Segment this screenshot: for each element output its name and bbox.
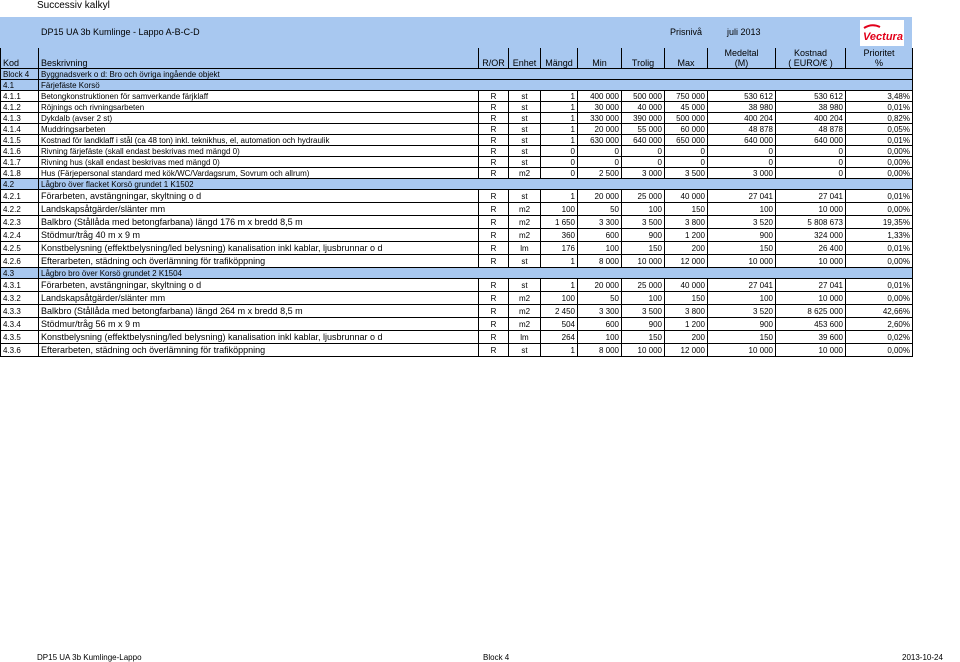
row-quantity: 1 (541, 113, 578, 124)
row-code: 4.2.2 (1, 203, 39, 216)
row-ror: R (479, 331, 509, 344)
row-priority: 0,01% (846, 279, 913, 292)
row-mean: 900 (708, 318, 776, 331)
row-mean: 27 041 (708, 279, 776, 292)
table-row (1, 124, 913, 135)
row-quantity: 0 (541, 157, 578, 168)
row-mean: 38 980 (708, 102, 776, 113)
row-code: 4.3.6 (1, 344, 39, 357)
section-code: 4.1 (1, 80, 39, 91)
footer-project: DP15 UA 3b Kumlinge-Lappo (37, 653, 142, 662)
row-description: Landskapsåtgärder/slänter mm (39, 292, 479, 305)
row-unit: st (509, 157, 541, 168)
row-cost: 48 878 (776, 124, 846, 135)
row-cost: 453 600 (776, 318, 846, 331)
row-priority: 1,33% (846, 229, 913, 242)
row-description: Stödmur/tråg 40 m x 9 m (39, 229, 479, 242)
row-max: 750 000 (665, 91, 708, 102)
table-row (1, 305, 913, 318)
table-row (1, 255, 913, 268)
row-code: 4.1.7 (1, 157, 39, 168)
row-ror: R (479, 113, 509, 124)
row-max: 45 000 (665, 102, 708, 113)
row-code: 4.1.6 (1, 146, 39, 157)
row-likely: 3 500 (622, 305, 665, 318)
row-mean: 0 (708, 157, 776, 168)
row-code: 4.3.3 (1, 305, 39, 318)
row-description: Förarbeten, avstängningar, skyltning o d (39, 190, 479, 203)
row-likely: 25 000 (622, 279, 665, 292)
row-ror: R (479, 157, 509, 168)
row-mean: 27 041 (708, 190, 776, 203)
row-code: 4.1.2 (1, 102, 39, 113)
row-min: 0 (578, 157, 622, 168)
row-min: 8 000 (578, 344, 622, 357)
project-name: DP15 UA 3b Kumlinge - Lappo A-B-C-D (41, 27, 200, 37)
row-min: 0 (578, 146, 622, 157)
table-row (1, 190, 913, 203)
row-description: Röjnings och rivningsarbeten (39, 102, 479, 113)
row-priority: 19,35% (846, 216, 913, 229)
row-cost: 10 000 (776, 255, 846, 268)
row-unit: st (509, 255, 541, 268)
row-priority: 2,60% (846, 318, 913, 331)
row-min: 3 300 (578, 305, 622, 318)
row-likely: 3 000 (622, 168, 665, 179)
row-code: 4.2.4 (1, 229, 39, 242)
row-likely: 100 (622, 292, 665, 305)
cost-table (0, 48, 913, 357)
row-quantity: 1 (541, 190, 578, 203)
col-kostnad-unit: ( EURO/€ ) (776, 58, 846, 69)
row-mean: 640 000 (708, 135, 776, 146)
row-mean: 530 612 (708, 91, 776, 102)
row-quantity: 0 (541, 146, 578, 157)
row-ror: R (479, 124, 509, 135)
row-min: 3 300 (578, 216, 622, 229)
row-mean: 3 520 (708, 216, 776, 229)
row-likely: 500 000 (622, 91, 665, 102)
row-quantity: 264 (541, 331, 578, 344)
section-row (1, 179, 913, 190)
row-min: 8 000 (578, 255, 622, 268)
row-min: 50 (578, 203, 622, 216)
block-row (1, 69, 913, 80)
row-priority: 0,00% (846, 255, 913, 268)
row-priority: 0,00% (846, 168, 913, 179)
row-max: 200 (665, 331, 708, 344)
row-unit: lm (509, 331, 541, 344)
row-likely: 640 000 (622, 135, 665, 146)
row-ror: R (479, 146, 509, 157)
table-row (1, 157, 913, 168)
row-cost: 10 000 (776, 344, 846, 357)
table-row (1, 168, 913, 179)
row-cost: 640 000 (776, 135, 846, 146)
row-min: 600 (578, 229, 622, 242)
col-prioritet-unit: % (846, 58, 913, 69)
row-ror: R (479, 203, 509, 216)
row-cost: 27 041 (776, 190, 846, 203)
row-cost: 324 000 (776, 229, 846, 242)
block-code: Block 4 (1, 69, 39, 80)
row-cost: 8 625 000 (776, 305, 846, 318)
row-quantity: 504 (541, 318, 578, 331)
row-priority: 0,82% (846, 113, 913, 124)
table-row (1, 216, 913, 229)
row-cost: 0 (776, 168, 846, 179)
row-unit: m2 (509, 318, 541, 331)
row-mean: 3 000 (708, 168, 776, 179)
row-max: 500 000 (665, 113, 708, 124)
row-max: 3 800 (665, 216, 708, 229)
row-description: Dykdalb (avser 2 st) (39, 113, 479, 124)
row-mean: 150 (708, 242, 776, 255)
row-ror: R (479, 91, 509, 102)
row-min: 630 000 (578, 135, 622, 146)
row-unit: m2 (509, 168, 541, 179)
row-priority: 0,00% (846, 292, 913, 305)
row-quantity: 1 (541, 124, 578, 135)
row-cost: 26 400 (776, 242, 846, 255)
row-quantity: 176 (541, 242, 578, 255)
row-unit: st (509, 146, 541, 157)
row-mean: 100 (708, 292, 776, 305)
logo-text: Vectura (863, 31, 903, 43)
row-ror: R (479, 229, 509, 242)
footer-block: Block 4 (483, 653, 510, 662)
row-mean: 900 (708, 229, 776, 242)
row-ror: R (479, 242, 509, 255)
row-cost: 39 600 (776, 331, 846, 344)
col-beskrivning: Beskrivning (39, 58, 479, 69)
row-max: 1 200 (665, 318, 708, 331)
row-description: Balkbro (Stållåda med betongfarbana) längd 176 m x bredd 8,5 m (39, 216, 479, 229)
row-cost: 5 808 673 (776, 216, 846, 229)
row-unit: m2 (509, 229, 541, 242)
price-level-label: Prisnivå (670, 27, 703, 37)
row-mean: 150 (708, 331, 776, 344)
row-unit: m2 (509, 292, 541, 305)
row-code: 4.3.2 (1, 292, 39, 305)
row-quantity: 1 (541, 91, 578, 102)
row-priority: 0,00% (846, 344, 913, 357)
row-unit: st (509, 102, 541, 113)
row-code: 4.3.4 (1, 318, 39, 331)
table-row (1, 344, 913, 357)
row-min: 30 000 (578, 102, 622, 113)
block-title: Byggnadsverk o d: Bro och övriga ingående objekt (39, 69, 913, 80)
row-ror: R (479, 168, 509, 179)
row-ror: R (479, 305, 509, 318)
row-description: Balkbro (Stållåda med betongfarbana) längd 264 m x bredd 8,5 m (39, 305, 479, 318)
row-quantity: 1 (541, 344, 578, 357)
table-row (1, 318, 913, 331)
row-mean: 48 878 (708, 124, 776, 135)
row-quantity: 100 (541, 292, 578, 305)
section-title: Lågbro över flacket Korsö grundet 1 K1502 (39, 179, 913, 190)
row-quantity: 0 (541, 168, 578, 179)
table-row (1, 113, 913, 124)
row-priority: 0,00% (846, 157, 913, 168)
row-description: Efterarbeten, städning och överlämning för trafiköppning (39, 255, 479, 268)
row-priority: 0,02% (846, 331, 913, 344)
row-min: 100 (578, 242, 622, 255)
row-priority: 0,01% (846, 102, 913, 113)
row-mean: 10 000 (708, 344, 776, 357)
col-mangd: Mängd (541, 58, 578, 69)
row-quantity: 1 (541, 279, 578, 292)
row-priority: 0,05% (846, 124, 913, 135)
table-row (1, 229, 913, 242)
table-row (1, 242, 913, 255)
row-likely: 55 000 (622, 124, 665, 135)
section-title: Färjefäste Korsö (39, 80, 913, 91)
row-likely: 390 000 (622, 113, 665, 124)
section-code: 4.2 (1, 179, 39, 190)
column-header-row-2 (1, 58, 913, 69)
row-ror: R (479, 135, 509, 146)
row-cost: 10 000 (776, 203, 846, 216)
row-code: 4.1.4 (1, 124, 39, 135)
row-quantity: 360 (541, 229, 578, 242)
table-row (1, 91, 913, 102)
row-max: 12 000 (665, 255, 708, 268)
row-priority: 0,00% (846, 146, 913, 157)
row-min: 2 500 (578, 168, 622, 179)
row-cost: 530 612 (776, 91, 846, 102)
row-priority: 3,48% (846, 91, 913, 102)
row-code: 4.1.5 (1, 135, 39, 146)
table-row (1, 279, 913, 292)
row-min: 600 (578, 318, 622, 331)
row-code: 4.1.8 (1, 168, 39, 179)
row-unit: st (509, 135, 541, 146)
row-unit: st (509, 190, 541, 203)
row-likely: 0 (622, 157, 665, 168)
header-bar (0, 17, 912, 49)
row-mean: 3 520 (708, 305, 776, 318)
col-enhet: Enhet (509, 58, 541, 69)
row-likely: 100 (622, 203, 665, 216)
row-unit: st (509, 344, 541, 357)
row-likely: 40 000 (622, 102, 665, 113)
row-unit: m2 (509, 216, 541, 229)
row-description: Muddringsarbeten (39, 124, 479, 135)
column-header-row-1 (1, 48, 913, 58)
row-cost: 10 000 (776, 292, 846, 305)
row-max: 650 000 (665, 135, 708, 146)
row-priority: 0,00% (846, 203, 913, 216)
row-description: Kostnad för landklaff i stål (ca 48 ton) inkl. teknikhus, el, automation och hydraulik (39, 135, 479, 146)
row-max: 40 000 (665, 279, 708, 292)
row-quantity: 1 (541, 135, 578, 146)
col-medeltal: Medeltal (708, 48, 776, 58)
col-medeltal-unit: (M) (708, 58, 776, 69)
row-max: 3 500 (665, 168, 708, 179)
section-title: Lågbro bro över Korsö grundet 2 K1504 (39, 268, 913, 279)
row-max: 60 000 (665, 124, 708, 135)
row-max: 150 (665, 292, 708, 305)
row-description: Konstbelysning (effektbelysning/led belysning) kanalisation inkl kablar, ljusbrunnar o d (39, 331, 479, 344)
row-ror: R (479, 255, 509, 268)
row-likely: 25 000 (622, 190, 665, 203)
footer-date: 2013-10-24 (902, 653, 943, 662)
col-ror: R/OR (479, 58, 509, 69)
row-max: 12 000 (665, 344, 708, 357)
section-row (1, 268, 913, 279)
row-mean: 10 000 (708, 255, 776, 268)
row-min: 400 000 (578, 91, 622, 102)
table-row (1, 102, 913, 113)
row-description: Konstbelysning (effektbelysning/led belysning) kanalisation inkl kablar, ljusbrunnar o d (39, 242, 479, 255)
row-likely: 10 000 (622, 344, 665, 357)
row-min: 20 000 (578, 124, 622, 135)
row-mean: 400 204 (708, 113, 776, 124)
table-row (1, 331, 913, 344)
row-quantity: 1 (541, 255, 578, 268)
row-quantity: 1 (541, 102, 578, 113)
row-min: 100 (578, 331, 622, 344)
row-min: 50 (578, 292, 622, 305)
row-quantity: 1 650 (541, 216, 578, 229)
table-row (1, 203, 913, 216)
row-min: 330 000 (578, 113, 622, 124)
row-code: 4.3.1 (1, 279, 39, 292)
row-description: Rivning hus (skall endast beskrivas med mängd 0) (39, 157, 479, 168)
price-level-value: juli 2013 (727, 27, 761, 37)
row-max: 0 (665, 146, 708, 157)
row-description: Stödmur/tråg 56 m x 9 m (39, 318, 479, 331)
row-mean: 0 (708, 146, 776, 157)
row-unit: st (509, 113, 541, 124)
row-description: Hus (Färjepersonal standard med kök/WC/Vardagsrum, Sovrum och allrum) (39, 168, 479, 179)
row-likely: 3 500 (622, 216, 665, 229)
table-row (1, 292, 913, 305)
table-row (1, 135, 913, 146)
row-likely: 10 000 (622, 255, 665, 268)
row-unit: st (509, 279, 541, 292)
row-cost: 0 (776, 146, 846, 157)
table-row (1, 146, 913, 157)
row-mean: 100 (708, 203, 776, 216)
row-ror: R (479, 318, 509, 331)
row-description: Efterarbeten, städning och överlämning för trafiköppning (39, 344, 479, 357)
row-ror: R (479, 292, 509, 305)
row-likely: 150 (622, 242, 665, 255)
row-ror: R (479, 216, 509, 229)
row-code: 4.1.3 (1, 113, 39, 124)
row-likely: 0 (622, 146, 665, 157)
col-max: Max (665, 58, 708, 69)
row-unit: m2 (509, 203, 541, 216)
row-max: 3 800 (665, 305, 708, 318)
row-unit: lm (509, 242, 541, 255)
row-ror: R (479, 102, 509, 113)
row-max: 150 (665, 203, 708, 216)
row-ror: R (479, 279, 509, 292)
row-max: 1 200 (665, 229, 708, 242)
row-max: 0 (665, 157, 708, 168)
row-code: 4.3.5 (1, 331, 39, 344)
row-cost: 400 204 (776, 113, 846, 124)
row-max: 40 000 (665, 190, 708, 203)
row-ror: R (479, 344, 509, 357)
row-code: 4.2.3 (1, 216, 39, 229)
vectura-logo (860, 20, 904, 46)
row-code: 4.2.6 (1, 255, 39, 268)
section-code: 4.3 (1, 268, 39, 279)
col-trolig: Trolig (622, 58, 665, 69)
row-min: 20 000 (578, 279, 622, 292)
row-priority: 0,01% (846, 135, 913, 146)
row-description: Förarbeten, avstängningar, skyltning o d (39, 279, 479, 292)
row-ror: R (479, 190, 509, 203)
row-min: 20 000 (578, 190, 622, 203)
row-code: 4.2.1 (1, 190, 39, 203)
row-unit: st (509, 91, 541, 102)
section-row-4-1 (1, 80, 913, 91)
row-unit: m2 (509, 305, 541, 318)
row-unit: st (509, 124, 541, 135)
row-priority: 0,01% (846, 242, 913, 255)
row-max: 200 (665, 242, 708, 255)
row-cost: 0 (776, 157, 846, 168)
row-quantity: 2 450 (541, 305, 578, 318)
row-description: Rivning färjefäste (skall endast beskrivas med mängd 0) (39, 146, 479, 157)
row-code: 4.2.5 (1, 242, 39, 255)
row-description: Landskapsåtgärder/slänter mm (39, 203, 479, 216)
row-cost: 27 041 (776, 279, 846, 292)
row-priority: 0,01% (846, 190, 913, 203)
col-prioritet: Prioritet (846, 48, 913, 58)
document-title: Successiv kalkyl (37, 0, 110, 11)
row-likely: 900 (622, 318, 665, 331)
row-quantity: 100 (541, 203, 578, 216)
row-likely: 900 (622, 229, 665, 242)
row-code: 4.1.1 (1, 91, 39, 102)
row-priority: 42,66% (846, 305, 913, 318)
col-kod: Kod (1, 58, 39, 69)
row-description: Betongkonstruktionen för samverkande färjklaff (39, 91, 479, 102)
col-kostnad: Kostnad (776, 48, 846, 58)
col-min: Min (578, 58, 622, 69)
row-likely: 150 (622, 331, 665, 344)
row-cost: 38 980 (776, 102, 846, 113)
